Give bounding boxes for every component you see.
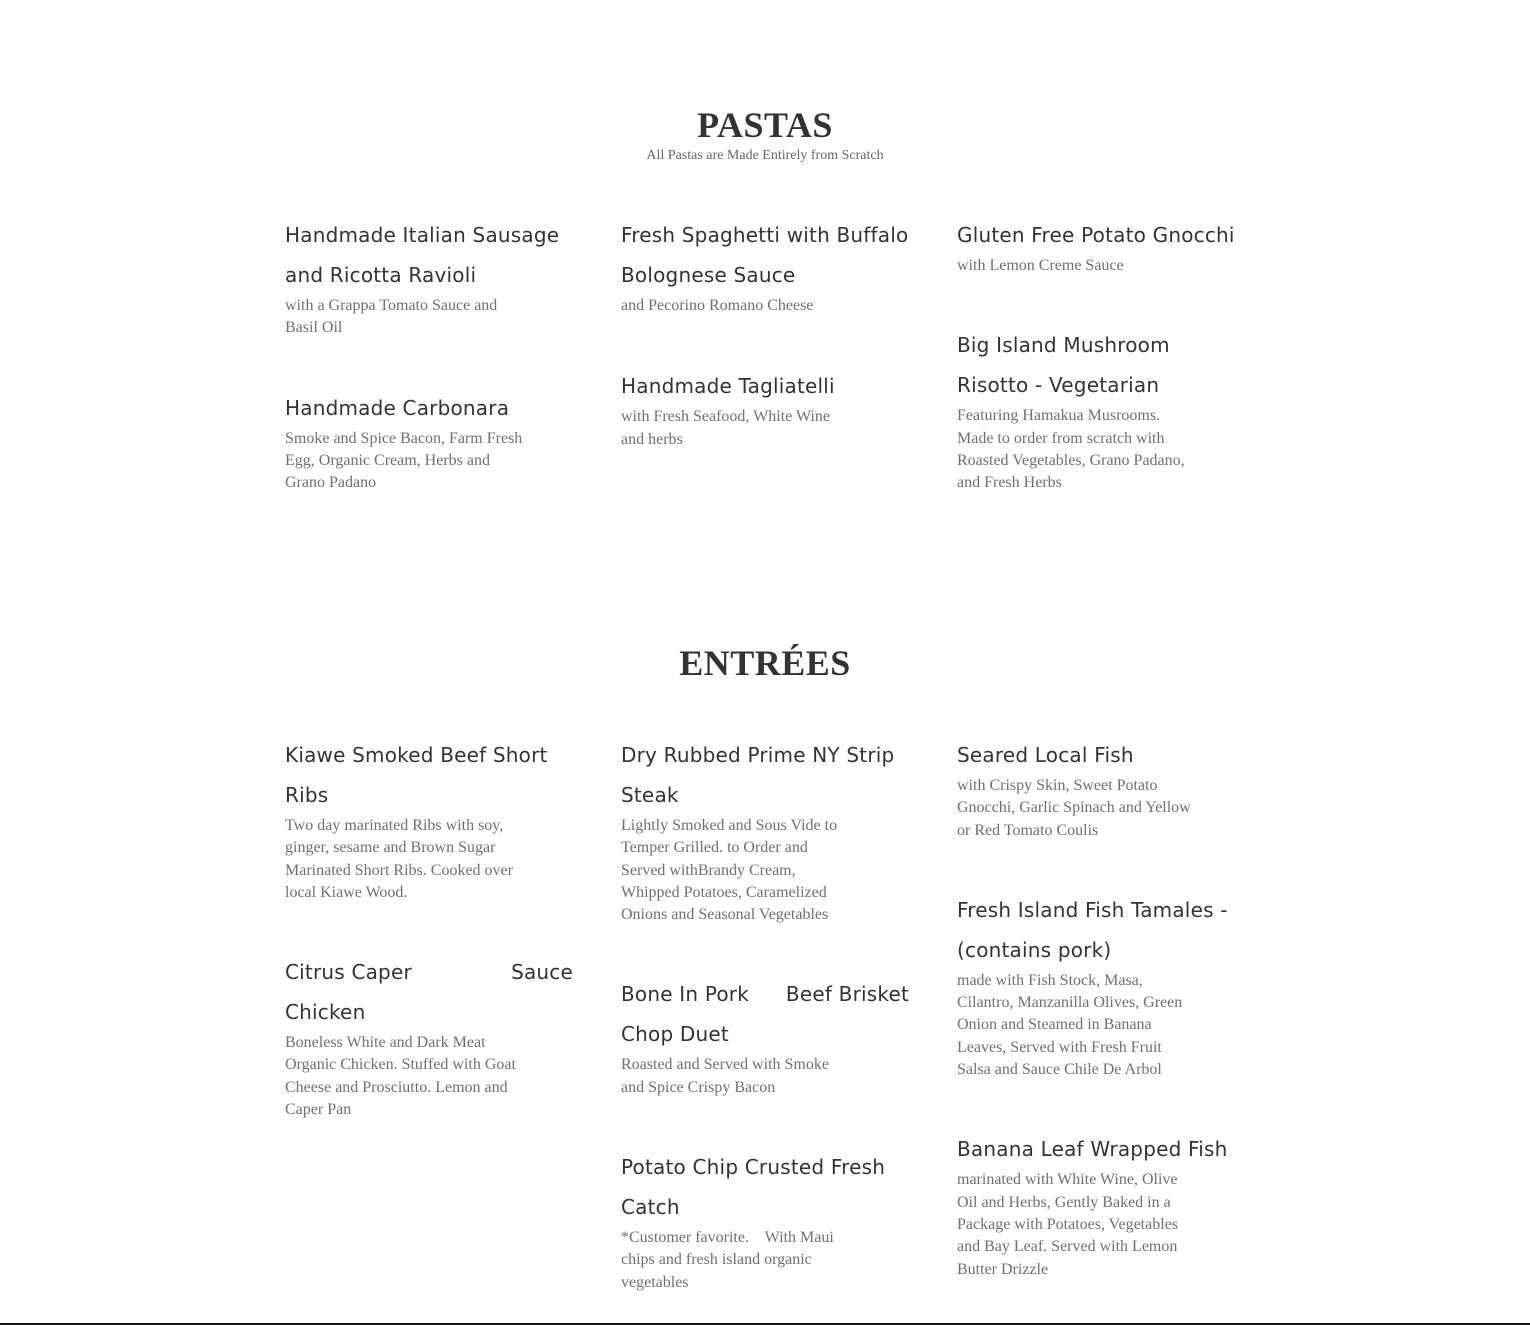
menu-item — [957, 735, 1257, 842]
item-name-part: Citrus Caper — [285, 960, 412, 985]
pastas-column-1 — [285, 215, 585, 494]
item-description: with Fresh Seafood, White Wine and herbs — [621, 408, 830, 448]
item-name: Handmade Tagliatelli — [621, 374, 835, 399]
item-description: Two day marinated Ribs with soy, ginger, sesame and Brown Sugar Marinated Short Ribs. Cooked over local Kiawe Wood. — [285, 817, 513, 901]
item-name: Handmade Italian Sausage and Ricotta Ravioli — [285, 223, 560, 287]
entrees-column-2 — [621, 735, 921, 1294]
item-name: Seared Local Fish — [957, 743, 1134, 767]
item-description: with a Grappa Tomato Sauce and Basil Oil — [285, 297, 498, 337]
menu-item — [957, 215, 1257, 277]
item-name: Potato Chip Crusted Fresh Catch — [621, 1155, 886, 1220]
menu-item — [285, 388, 585, 495]
menu-item — [621, 735, 921, 926]
item-description: marinated with White Wine, Olive Oil and Herbs, Gently Baked in a Package with Potatoes, Vegetables and Bay Leaf. Served with Lemon Butter Drizzle — [957, 1171, 1178, 1278]
item-description: Lightly Smoked and Sous Vide to Temper Grilled. to Order and Served withBrandy Cream, Whipped Potatoes, Caramelized Onions and Seasonal Vegetables — [621, 817, 838, 924]
item-name-continued: Chop Duet — [621, 1022, 729, 1047]
item-description: Boneless White and Dark Meat Organic Chicken. Stuffed with Goat Cheese and Prosciutto. Lemon and Caper Pan — [285, 1034, 516, 1119]
item-description: Roasted and Served with Smoke and Spice Crispy Bacon — [621, 1056, 829, 1096]
item-name: Big Island Mushroom Risotto - Vegetarian — [957, 333, 1170, 398]
item-name: Dry Rubbed Prime NY Strip Steak — [621, 743, 895, 807]
pastas-column-2 — [621, 215, 921, 451]
item-description: made with Fish Stock, Masa, Cilantro, Manzanilla Olives, Green Onion and Steamed in Banana Leaves, Served with Fresh Fruit Salsa and Sauce Chile De Arbol — [957, 971, 1183, 1079]
item-name-continued: Chicken — [285, 1000, 366, 1025]
item-description: with Lemon Creme Sauce — [957, 257, 1124, 274]
entrees-column-3 — [957, 735, 1257, 1281]
menu-item — [621, 366, 921, 451]
pastas-column-3 — [957, 215, 1257, 494]
item-description: Smoke and Spice Bacon, Farm Fresh Egg, Organic Cream, Herbs and Grano Padano — [285, 429, 523, 492]
menu-item — [285, 215, 585, 340]
item-name: Handmade Carbonara — [285, 395, 510, 420]
menu-item — [957, 325, 1257, 494]
item-name — [621, 974, 909, 1014]
item-name-part: Bone In Pork — [621, 982, 750, 1007]
item-name — [285, 952, 573, 992]
menu-item — [285, 952, 585, 1121]
item-name: Banana Leaf Wrapped Fish — [957, 1137, 1228, 1162]
item-name: Gluten Free Potato Gnocchi — [957, 223, 1235, 247]
menu-item — [957, 1129, 1257, 1280]
menu-item — [621, 974, 921, 1099]
item-name: Fresh Spaghetti with Buffalo Bolognese Sauce — [621, 223, 909, 287]
pastas-subtitle: All Pastas are Made Entirely from Scratch — [646, 148, 884, 163]
item-description: Featuring Hamakua Musrooms. Made to order from scratch with Roasted Vegetables, Grano Padano, and Fresh Herbs — [957, 407, 1185, 492]
pastas-title: PASTAS — [697, 105, 833, 145]
item-name-part: Sauce — [511, 960, 573, 985]
item-name: Kiawe Smoked Beef Short Ribs — [285, 743, 548, 807]
menu-item — [621, 215, 921, 317]
menu-item — [285, 735, 585, 904]
item-description: with Crispy Skin, Sweet Potato Gnocchi, Garlic Spinach and Yellow or Red Tomato Coulis — [957, 777, 1191, 839]
item-name-part: Beef Brisket — [785, 982, 909, 1007]
entrees-title: ENTRÉES — [679, 643, 851, 683]
item-description: and Pecorino Romano Cheese — [621, 297, 814, 314]
item-description: *Customer favorite. With Maui chips and fresh island organic vegetables — [621, 1229, 838, 1291]
entrees-column-1 — [285, 735, 585, 1121]
item-name: Fresh Island Fish Tamales - (contains pork) — [957, 897, 1228, 962]
menu-item — [621, 1147, 921, 1294]
menu-item — [957, 890, 1257, 1081]
